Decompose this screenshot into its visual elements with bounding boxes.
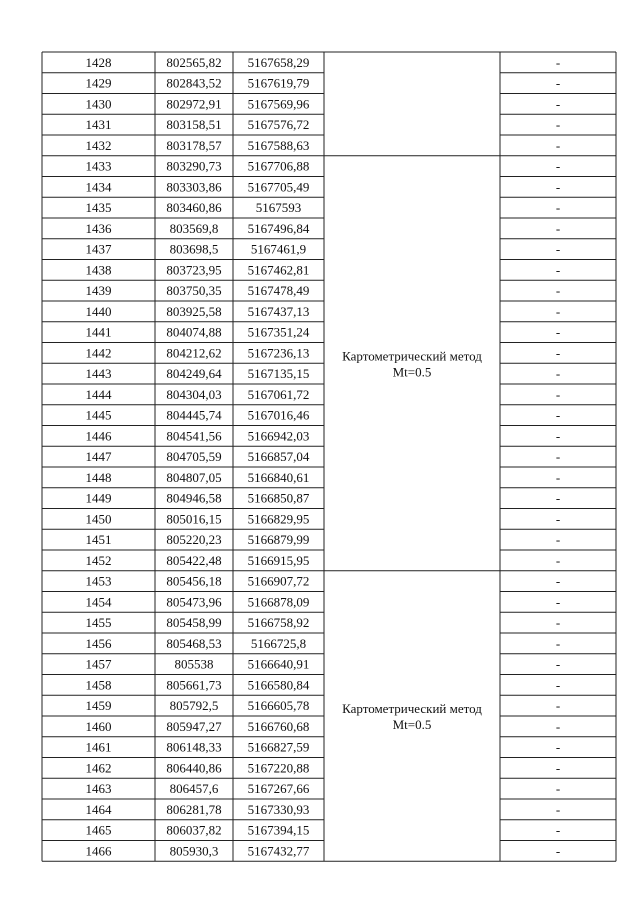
row-number: 1458: [85, 677, 112, 693]
coordinate-y: 5167236,13: [247, 345, 310, 361]
note-dash: -: [555, 490, 561, 506]
coordinate-x: 803178,57: [166, 137, 222, 153]
coordinate-x: 805458,99: [166, 615, 222, 631]
row-number: 1434: [85, 179, 112, 195]
coordinate-y: 5167576,72: [247, 117, 310, 133]
coordinate-x: 803925,58: [166, 303, 222, 319]
note-dash: -: [555, 469, 561, 485]
note-dash: -: [555, 179, 561, 195]
coordinate-x: 803460,86: [166, 200, 222, 216]
note-dash: -: [555, 303, 561, 319]
coordinate-x: 805930,3: [169, 843, 219, 859]
coordinate-x: 804807,05: [166, 469, 222, 485]
coordinate-x: 805468,53: [166, 635, 222, 651]
note-dash: -: [555, 345, 561, 361]
coordinate-y: 5166758,92: [247, 615, 310, 631]
coordinate-x: 805220,23: [166, 532, 222, 548]
row-number: 1454: [85, 594, 112, 610]
note-dash: -: [555, 220, 561, 236]
coordinate-x: 804445,74: [166, 407, 222, 423]
note-dash: -: [555, 760, 561, 776]
note-dash: -: [555, 573, 561, 589]
coordinate-y: 5167330,93: [247, 801, 310, 817]
row-number: 1438: [85, 262, 112, 278]
note-dash: -: [555, 532, 561, 548]
row-number: 1460: [85, 718, 112, 734]
coordinate-y: 5167706,88: [247, 158, 310, 174]
note-dash: -: [555, 137, 561, 153]
row-number: 1462: [85, 760, 112, 776]
coordinate-y: 5166915,95: [247, 552, 310, 568]
row-number: 1461: [85, 739, 112, 755]
coordinate-y: 5166907,72: [247, 573, 310, 589]
coordinate-y: 5167394,15: [247, 822, 310, 838]
row-number: 1444: [85, 386, 112, 402]
coordinate-y: 5166640,91: [247, 656, 310, 672]
method-label: Картометрический метод: [342, 348, 482, 364]
note-dash: -: [555, 615, 561, 631]
coordinate-x: 805538: [174, 656, 214, 672]
coordinate-x: 806281,78: [166, 801, 222, 817]
coordinate-x: 802972,91: [166, 96, 222, 112]
note-dash: -: [555, 656, 561, 672]
coordinate-y: 5167496,84: [247, 220, 310, 236]
coordinate-x: 805792,5: [169, 698, 219, 714]
coordinate-y: 5166878,09: [247, 594, 310, 610]
note-dash: -: [555, 262, 561, 278]
coordinate-y: 5167705,49: [247, 179, 310, 195]
coordinate-x: 804541,56: [166, 428, 222, 444]
row-number: 1442: [85, 345, 112, 361]
row-number: 1443: [85, 366, 112, 382]
row-number: 1455: [85, 615, 112, 631]
coordinate-y: 5166879,99: [247, 532, 310, 548]
coordinate-y: 5166829,95: [247, 511, 310, 527]
coordinate-y: 5167569,96: [247, 96, 310, 112]
row-number: 1441: [85, 324, 112, 340]
coordinate-x: 804212,62: [166, 345, 222, 361]
coordinate-y: 5167135,15: [247, 366, 310, 382]
coordinate-x: 805016,15: [166, 511, 222, 527]
coordinate-y: 5166760,68: [247, 718, 310, 734]
coordinate-x: 805473,96: [166, 594, 222, 610]
row-number: 1456: [85, 635, 112, 651]
method-label: Картометрический метод: [342, 701, 482, 716]
coordinate-x: 802565,82: [166, 54, 222, 70]
coordinate-x: 803698,5: [169, 241, 219, 257]
note-dash: -: [555, 241, 561, 257]
row-number: 1453: [85, 573, 112, 589]
note-dash: -: [555, 407, 561, 423]
note-dash: -: [555, 96, 561, 112]
accuracy-label: Mt=0.5: [392, 364, 432, 380]
note-dash: -: [555, 781, 561, 797]
coordinate-x: 803569,8: [169, 220, 219, 236]
row-number: 1459: [85, 698, 112, 714]
note-dash: -: [555, 677, 561, 693]
coordinate-y: 5166605,78: [247, 698, 310, 714]
coordinate-y: 5167478,49: [247, 283, 310, 299]
note-dash: -: [555, 552, 561, 568]
note-dash: -: [555, 386, 561, 402]
note-dash: -: [555, 54, 561, 70]
coordinate-y: 5167588,63: [247, 137, 310, 153]
coordinate-x: 804074,88: [166, 324, 222, 340]
note-dash: -: [555, 449, 561, 465]
row-number: 1448: [85, 469, 112, 485]
row-number: 1440: [85, 303, 112, 319]
coordinate-y: 5166840,61: [247, 469, 310, 485]
coordinate-x: 806457,6: [169, 781, 219, 797]
coordinate-x: 805422,48: [166, 552, 222, 568]
note-dash: -: [555, 594, 561, 610]
row-number: 1430: [85, 96, 112, 112]
coordinate-y: 5167432,77: [247, 843, 310, 859]
note-dash: -: [555, 200, 561, 216]
coordinate-x: 804249,64: [166, 366, 222, 382]
note-dash: -: [555, 117, 561, 133]
coordinate-x: 804304,03: [166, 386, 222, 402]
coordinate-x: 802843,52: [166, 75, 222, 91]
row-number: 1452: [85, 552, 112, 568]
note-dash: -: [555, 843, 561, 859]
coordinate-x: 806037,82: [166, 822, 222, 838]
note-dash: -: [555, 739, 561, 755]
row-number: 1451: [85, 532, 112, 548]
coordinate-x: 803290,73: [166, 158, 222, 174]
coordinate-y: 5167593: [255, 200, 302, 216]
coordinate-x: 806148,33: [166, 739, 222, 755]
coordinate-x: 806440,86: [166, 760, 222, 776]
coordinate-y: 5166857,04: [247, 449, 310, 465]
coordinate-y: 5167220,88: [247, 760, 310, 776]
row-number: 1439: [85, 283, 112, 299]
note-dash: -: [555, 158, 561, 174]
row-number: 1446: [85, 428, 112, 444]
row-number: 1431: [85, 117, 112, 133]
note-dash: -: [555, 366, 561, 382]
coordinate-y: 5167437,13: [247, 303, 310, 319]
coordinate-x: 803750,35: [166, 283, 222, 299]
note-dash: -: [555, 822, 561, 838]
coordinate-y: 5167658,29: [247, 54, 310, 70]
coordinate-y: 5166725,8: [250, 635, 307, 651]
row-number: 1445: [85, 407, 112, 423]
coordinate-y: 5167461,9: [250, 241, 307, 257]
coordinate-x: 803158,51: [166, 117, 222, 133]
row-number: 1465: [85, 822, 112, 838]
row-number: 1447: [85, 449, 112, 465]
note-dash: -: [555, 801, 561, 817]
row-number: 1449: [85, 490, 112, 506]
accuracy-label: Mt=0.5: [392, 717, 432, 732]
coordinate-y: 5167462,81: [247, 262, 310, 278]
coordinate-y: 5166850,87: [247, 490, 310, 506]
note-dash: -: [555, 324, 561, 340]
row-number: 1435: [85, 200, 112, 216]
row-number: 1463: [85, 781, 112, 797]
note-dash: -: [555, 428, 561, 444]
coordinate-y: 5167619,79: [247, 75, 310, 91]
coordinate-x: 805456,18: [166, 573, 222, 589]
coordinate-y: 5167351,24: [247, 324, 310, 340]
coordinate-y: 5167061,72: [247, 386, 310, 402]
row-number: 1428: [85, 54, 112, 70]
row-number: 1450: [85, 511, 112, 527]
note-dash: -: [555, 283, 561, 299]
row-number: 1466: [85, 843, 112, 859]
coordinate-x: 803723,95: [166, 262, 222, 278]
note-dash: -: [555, 511, 561, 527]
row-number: 1429: [85, 75, 112, 91]
note-dash: -: [555, 635, 561, 651]
note-dash: -: [555, 75, 561, 91]
coordinate-x: 804946,58: [166, 490, 222, 506]
coordinate-x: 803303,86: [166, 179, 222, 195]
row-number: 1464: [85, 801, 112, 817]
coordinate-x: 805661,73: [166, 677, 222, 693]
coordinate-x: 805947,27: [166, 718, 222, 734]
coordinate-y: 5166580,84: [247, 677, 310, 693]
row-number: 1433: [85, 158, 112, 174]
coordinate-y: 5166942,03: [247, 428, 310, 444]
row-number: 1436: [85, 220, 112, 236]
row-number: 1457: [85, 656, 112, 672]
coordinate-y: 5166827,59: [247, 739, 310, 755]
note-dash: -: [555, 698, 561, 714]
row-number: 1437: [85, 241, 112, 257]
coordinate-y: 5167267,66: [247, 781, 310, 797]
row-number: 1432: [85, 137, 112, 153]
coordinate-x: 804705,59: [166, 449, 222, 465]
coordinate-y: 5167016,46: [247, 407, 310, 423]
note-dash: -: [555, 718, 561, 734]
